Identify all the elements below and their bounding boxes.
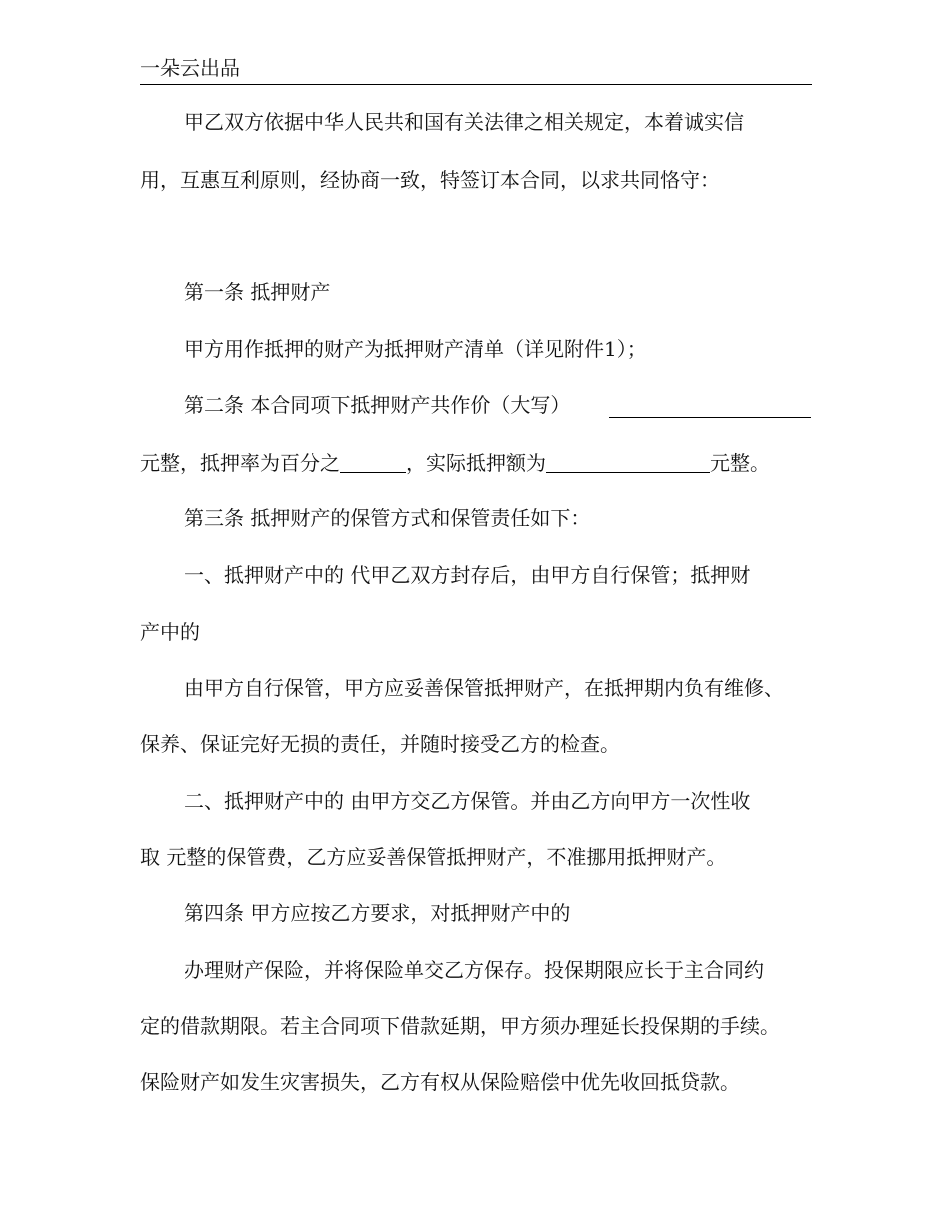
text-segment: 元整，抵押率为百分之 <box>140 451 340 475</box>
article-2-text: 第二条 本合同项下抵押财产共作价（大写） <box>184 393 571 417</box>
article-2-line <box>184 393 570 417</box>
text-segment: ，实际抵押额为 <box>406 451 546 475</box>
paragraph-line: 办理财产保险，并将保险单交乙方保存。投保期限应长于主合同约 <box>184 958 764 982</box>
mortgage-rate-blank[interactable] <box>340 450 406 473</box>
paragraph-line: 甲方用作抵押的财产为抵押财产清单（详见附件1）； <box>184 337 647 361</box>
article-1-heading: 第一条 抵押财产 <box>184 280 331 304</box>
paragraph-line: 保养、保证完好无损的责任，并随时接受乙方的检查。 <box>140 732 620 756</box>
paragraph-line: 产中的 <box>140 620 200 644</box>
paragraph-line: 二、抵押财产中的 由甲方交乙方保管。并由乙方向甲方一次性收 <box>184 789 751 813</box>
brand-text: 一朵云出品 <box>140 56 240 80</box>
paragraph-line: 一、抵押财产中的 代甲乙双方封存后，由甲方自行保管；抵押财 <box>184 563 751 587</box>
paragraph-line <box>140 450 770 475</box>
paragraph-line: 保险财产如发生灾害损失，乙方有权从保险赔偿中优先收回抵贷款。 <box>140 1070 740 1094</box>
page-header <box>140 54 812 85</box>
article-4-heading: 第四条 甲方应按乙方要求，对抵押财产中的 <box>184 901 571 925</box>
paragraph-line: 取 元整的保管费，乙方应妥善保管抵押财产，不准挪用抵押财产。 <box>140 845 727 869</box>
article-3-heading: 第三条 抵押财产的保管方式和保管责任如下： <box>184 506 591 530</box>
mortgage-amount-blank[interactable] <box>546 450 710 473</box>
valuation-blank[interactable] <box>609 395 811 418</box>
paragraph-line: 定的借款期限。若主合同项下借款延期，甲方须办理延长投保期的手续。 <box>140 1014 780 1038</box>
text-segment: 元整。 <box>710 451 770 475</box>
paragraph-line: 用，互惠互利原则，经协商一致，特签订本合同，以求共同恪守： <box>140 168 720 192</box>
paragraph-line: 甲乙双方依据中华人民共和国有关法律之相关规定，本着诚实信 <box>184 110 744 134</box>
paragraph-line: 由甲方自行保管，甲方应妥善保管抵押财产，在抵押期内负有维修、 <box>184 676 784 700</box>
